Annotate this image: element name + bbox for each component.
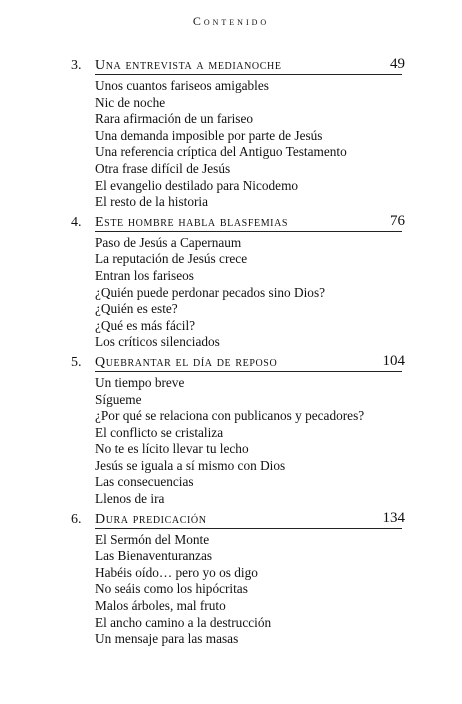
chapter-title: Dura predicación [95,511,207,527]
section-item: No te es lícito llevar tu lecho [95,441,249,457]
section-item: Las consecuencias [95,474,194,490]
chapter-title: Quebrantar el día de reposo [95,354,278,370]
section-item: El resto de la historia [95,194,208,210]
section-item: El Sermón del Monte [95,531,210,547]
chapter-page-number: 104 [382,352,405,369]
section-item: Unos cuantos fariseos amigables [95,78,269,93]
section-item: Nic de noche [95,94,166,110]
section-item: Sígueme [95,391,142,407]
chapter-title: Una entrevista a medianoche [95,58,282,73]
chapter-heading [71,352,405,372]
chapter-page-number: 76 [390,212,405,229]
section-item: No seáis como los hipócritas [95,581,248,597]
chapter-number: 5. [71,354,82,370]
chapter-number: 3. [71,58,82,73]
section-item: El evangelio destilado para Nicodemo [95,177,299,193]
section-item: Llenos de ira [95,491,165,507]
section-item: ¿Por qué se relaciona con publicanos y pecadores? [95,408,365,424]
section-item: Habéis oído… pero yo os digo [95,564,258,580]
section-item: Entran los fariseos [95,267,194,283]
section-item: Jesús se iguala a sí mismo con Dios [95,457,286,473]
chapter-5 [0,353,462,508]
section-item: ¿Quién es este? [95,301,178,317]
section-item: Una demanda imposible por parte de Jesús [95,127,323,143]
page-header: Contenido [192,14,270,28]
section-item: La reputación de Jesús crece [95,251,248,267]
chapter-heading [71,212,405,232]
section-list [0,532,462,648]
section-item: Las Bienaventuranzas [95,548,213,564]
section-item: Una referencia críptica del Antiguo Testamento [95,144,347,160]
section-item: Malos árboles, mal fruto [95,598,226,614]
section-item: El ancho camino a la destrucción [95,614,272,630]
section-item: ¿Qué es más fácil? [95,317,196,333]
section-item: Rara afirmación de un fariseo [95,111,254,127]
section-item: Un mensaje para las masas [95,631,239,647]
section-item: Un tiempo breve [95,374,185,390]
chapter-4 [0,213,462,351]
chapter-heading [71,56,405,75]
section-list [0,375,462,508]
section-item: ¿Quién puede perdonar pecados sino Dios? [95,284,326,300]
table-of-contents [0,56,462,650]
chapter-6 [0,510,462,648]
section-list [0,235,462,351]
chapter-page-number: 49 [390,56,405,72]
section-list [0,78,462,211]
chapter-title: Este hombre habla blasfemias [95,214,289,230]
section-item: Los críticos silenciados [95,334,220,350]
chapter-number: 4. [71,214,82,230]
chapter-number: 6. [71,511,82,527]
section-item: Otra frase difícil de Jesús [95,160,231,176]
chapter-page-number: 134 [382,509,405,526]
section-item: Paso de Jesús a Capernaum [95,234,242,250]
section-item: El conflicto se cristaliza [95,424,224,440]
chapter-heading [71,509,405,529]
chapter-3 [0,56,462,211]
